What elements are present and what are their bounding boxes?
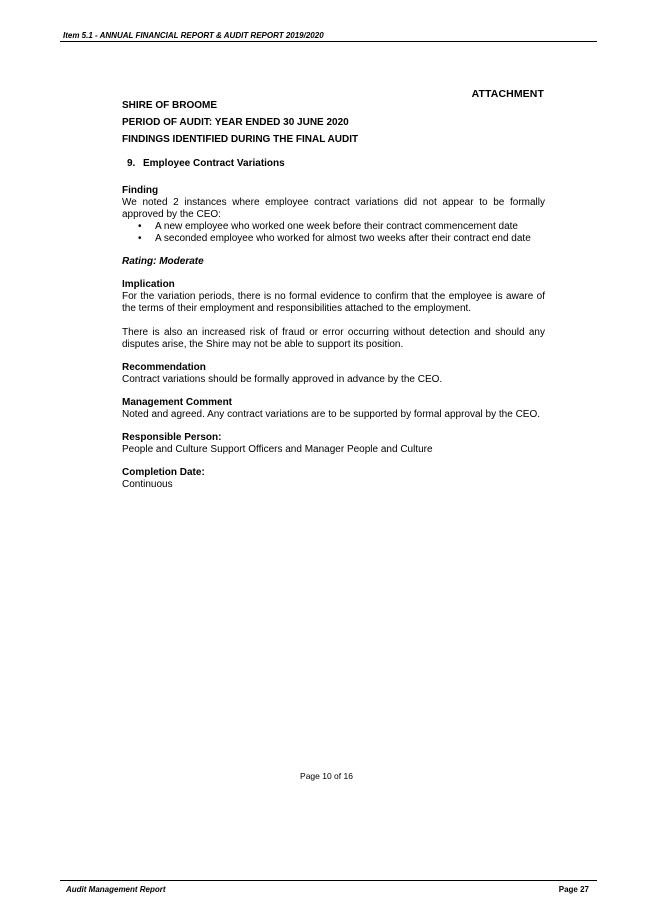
implication-paragraph: There is also an increased risk of fraud or error occurring without detection and should any disputes arise, the Shire may not be able to support its position. <box>122 327 545 350</box>
bullet-icon: • <box>138 221 142 232</box>
recommendation-block <box>122 362 545 386</box>
footer-left-text: Audit Management Report <box>66 885 166 894</box>
management-comment-label: Management Comment <box>122 397 233 408</box>
rating: Rating: Moderate <box>122 256 204 267</box>
section-number: 9. <box>127 158 136 169</box>
completion-date-text: Continuous <box>122 479 173 490</box>
management-comment-block <box>122 397 545 421</box>
completion-date-block <box>122 467 545 491</box>
page-header-text: Item 5.1 - ANNUAL FINANCIAL REPORT & AUDIT REPORT 2019/2020 <box>63 31 324 40</box>
attachment-label: ATTACHMENT <box>471 88 544 100</box>
findings-title: FINDINGS IDENTIFIED DURING THE FINAL AUDIT <box>122 134 359 145</box>
org-name: SHIRE OF BROOME <box>122 100 218 111</box>
recommendation-label: Recommendation <box>122 362 206 373</box>
finding-block <box>122 185 545 245</box>
responsible-person-block <box>122 432 545 456</box>
section-title-text: Employee Contract Variations <box>143 158 285 169</box>
responsible-person-label: Responsible Person: <box>122 432 222 443</box>
implication-label: Implication <box>122 279 175 290</box>
audit-period: PERIOD OF AUDIT: YEAR ENDED 30 JUNE 2020 <box>122 117 349 128</box>
finding-bullets <box>122 221 545 245</box>
document-body <box>122 99 545 491</box>
management-comment-text: Noted and agreed. Any contract variations are to be supported by formal approval by the CEO. <box>122 409 541 420</box>
footer-page-number: Page 27 <box>558 885 589 894</box>
section-title <box>127 158 545 170</box>
recommendation-text: Contract variations should be formally approved in advance by the CEO. <box>122 374 443 385</box>
inner-page-number: Page 10 of 16 <box>300 771 353 781</box>
responsible-person-text: People and Culture Support Officers and Manager People and Culture <box>122 444 433 455</box>
page-footer <box>60 880 597 895</box>
bullet-icon: • <box>138 233 142 244</box>
page-header <box>60 31 597 42</box>
completion-date-label: Completion Date: <box>122 467 205 478</box>
list-item <box>122 221 545 233</box>
bullet-text: A new employee who worked one week before their contract commencement date <box>155 221 518 232</box>
finding-text: We noted 2 instances where employee contract variations did not appear to be formally approved by the CEO: <box>122 197 545 220</box>
implication-block <box>122 279 545 351</box>
implication-paragraph: For the variation periods, there is no formal evidence to confirm that the employee is aware of the terms of their employment and responsibilities attached to the employment. <box>122 291 545 314</box>
bullet-text: A seconded employee who worked for almost two weeks after their contract end date <box>155 233 531 244</box>
list-item <box>122 233 545 245</box>
finding-label: Finding <box>122 185 159 196</box>
